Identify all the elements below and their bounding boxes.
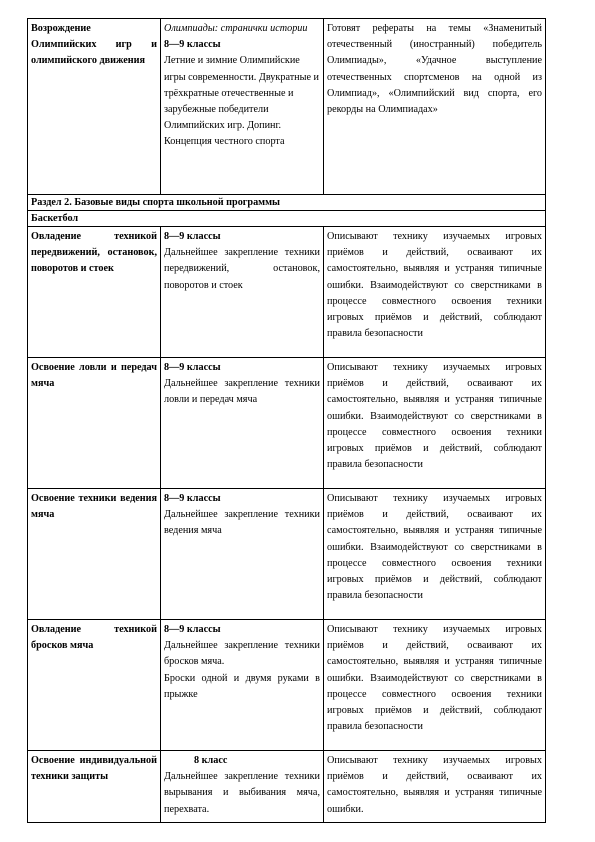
activity-cell: Готовят рефераты на темы «Знаменитый отечественный (иностранный) победитель Олимпиады», «Удачное выступление отечественных спортсменов на одной из Олимпиад», «Олимпийский вид спорта, его рекорды на Олимпиадах» [324,19,546,195]
grade-label: 8—9 классы [164,231,221,242]
curriculum-table [27,18,546,823]
activity-cell: Описывают технику изучаемых игровых приёмов и действий, осваивают их самостоятельно, выявляя и устраняя типичные ошибки. Взаимодействуют со сверстниками в процессе совместного освоения техники игровых приёмов и действий, соблюдают правила безопасности [324,227,546,358]
content-text: Дальнейшее закрепление техники бросков мяча. [164,640,320,668]
subsection-row [28,211,546,227]
content-cell [161,19,324,195]
topic-cell: Овладение техникой передвижений, остановок, поворотов и стоек [28,227,161,358]
grade-label: 8—9 классы [164,493,221,504]
table-row [28,489,546,620]
activity-cell: Описывают технику изучаемых игровых приёмов и действий, осваивают их самостоятельно, выявляя и устраняя типичные ошибки. Взаимодействуют со сверстниками в процессе совместного освоения техники игровых приёмов и действий, соблюдают правила безопасности [324,358,546,489]
grade-label: 8—9 классы [164,624,221,635]
subsection-title: Баскетбол [28,211,546,227]
grade-label: 8—9 классы [164,362,221,373]
content-italic: Олимпиады: странички истории [164,23,308,34]
table-row [28,751,546,823]
activity-cell: Описывают технику изучаемых игровых приёмов и действий, осваивают их самостоятельно, выявляя и устраняя типичные ошибки. Взаимодействуют со сверстниками в процессе совместного освоения техники игровых приёмов и действий, соблюдают правила безопасности [324,489,546,620]
content-text: Дальнейшее закрепление техники вырывания и выбивания мяча, перехвата. [164,771,320,815]
content-cell [161,620,324,751]
table-row [28,19,546,195]
content-cell [161,489,324,620]
content-text-2: Броски одной и двумя руками в прыжке [164,672,320,700]
section-title: Раздел 2. Базовые виды спорта школьной программы [28,195,546,211]
content-cell [161,227,324,358]
page [27,18,545,823]
topic-cell: Освоение техники ведения мяча [28,489,161,620]
table-row [28,620,546,751]
content-text: Летние и зимние Олимпийские игры современности. Двукратные и трёхкратные отечественные и зарубежные победители Олимпийских игр. Допинг. Концепция честного спорта [164,55,319,148]
grade-label: 8—9 классы [164,39,221,51]
grade-label: 8 класс [194,755,228,766]
content-text: Дальнейшее закрепление техники передвижений, остановок, поворотов и стоек [164,247,320,291]
content-cell [161,358,324,489]
activity-cell: Описывают технику изучаемых игровых приёмов и действий, осваивают их самостоятельно, выявляя и устраняя типичные ошибки. [324,751,546,823]
activity-cell: Описывают технику изучаемых игровых приёмов и действий, осваивают их самостоятельно, выявляя и устраняя типичные ошибки. Взаимодействуют со сверстниками в процессе совместного освоения техники игровых приёмов и действий, соблюдают правила безопасности [324,620,546,751]
table-row [28,358,546,489]
content-text: Дальнейшее закрепление техники ловли и передач мяча [164,378,320,406]
topic-cell: Возрождение Олимпийских игр и олимпийского движения [28,19,161,195]
section-row [28,195,546,211]
topic-cell: Овладение техникой бросков мяча [28,620,161,751]
table-row [28,227,546,358]
content-cell [161,751,324,823]
topic-cell: Освоение индивидуальной техники защиты [28,751,161,823]
topic-cell: Освоение ловли и передач мяча [28,358,161,489]
content-text: Дальнейшее закрепление техники ведения мяча [164,509,320,537]
